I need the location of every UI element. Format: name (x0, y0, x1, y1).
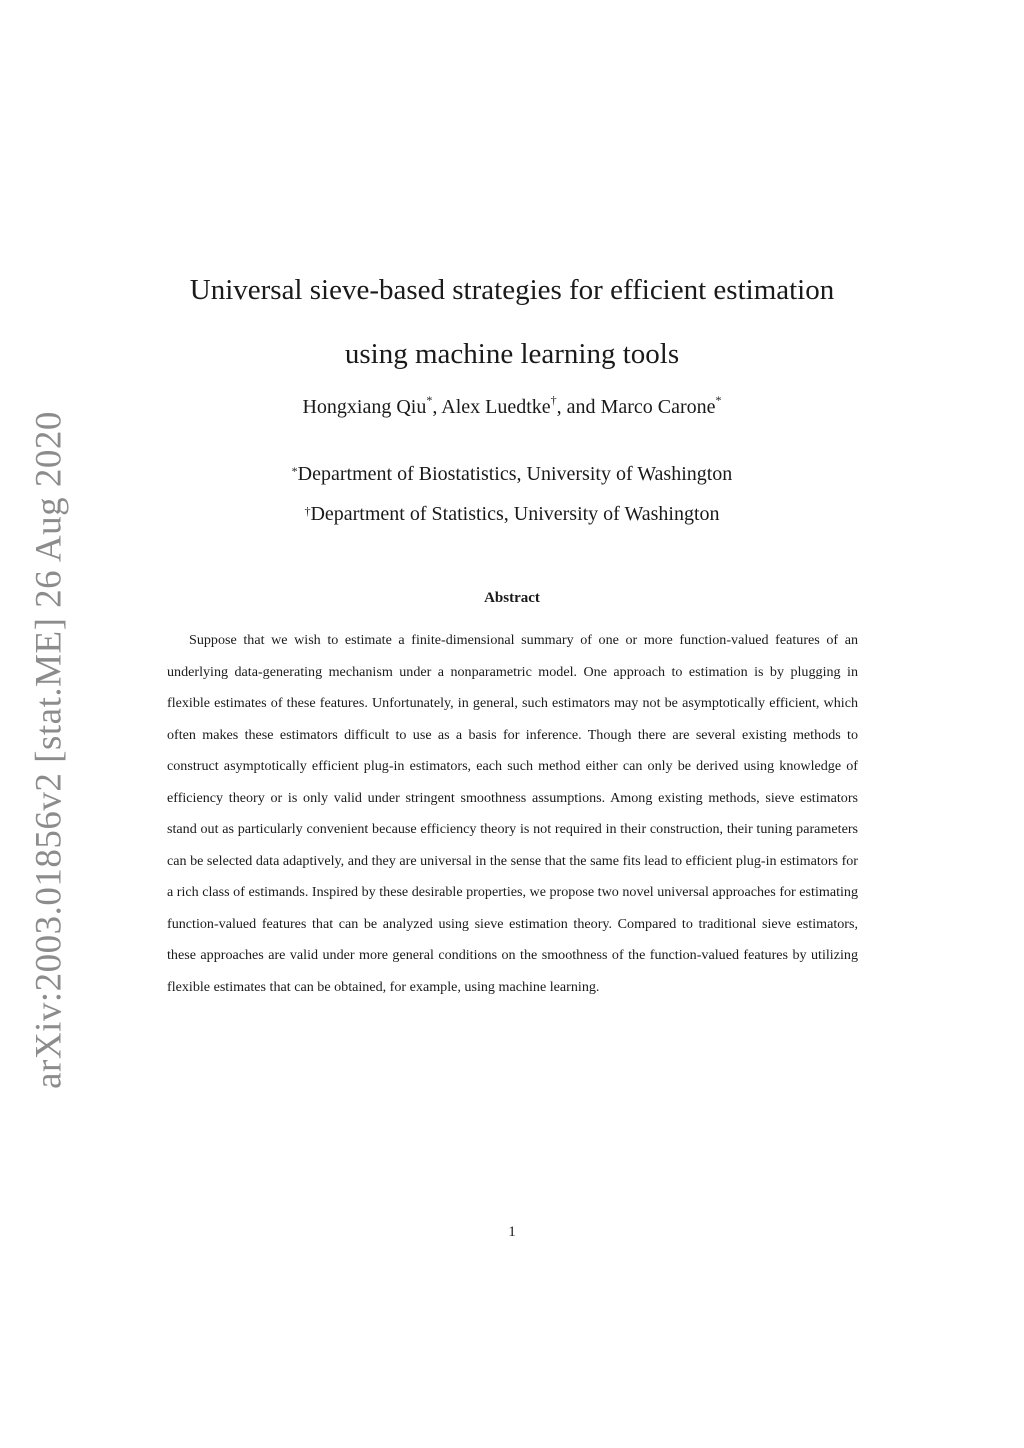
arxiv-identifier-stamp: arXiv:2003.01856v2 [stat.ME] 26 Aug 2020 (28, 411, 70, 1089)
author-name: Hongxiang Qiu (302, 396, 427, 418)
author-list (0, 393, 1024, 419)
abstract-heading: Abstract (484, 590, 540, 606)
affiliation-mark: * (291, 464, 298, 478)
author-separator: , (432, 396, 442, 418)
author-separator: , and (556, 396, 601, 418)
affiliation-text: Department of Statistics, University of Washington (310, 503, 720, 525)
author-name: Alex Luedtke (441, 396, 551, 418)
title-line-2: using machine learning tools (344, 338, 680, 370)
affiliation-text: Department of Biostatistics, University of Washington (297, 463, 733, 485)
author-name: Marco Carone (600, 396, 716, 418)
paper-title (0, 258, 1024, 386)
affiliation-mark: † (550, 393, 557, 407)
title-line-1: Universal sieve-based strategies for efficient estimation (189, 274, 835, 306)
affiliation-mark: * (715, 393, 722, 407)
affiliation-mark: † (304, 504, 311, 518)
affiliation-line (0, 494, 1024, 534)
affiliation-mark: * (426, 393, 433, 407)
abstract-text: Suppose that we wish to estimate a finite-dimensional summary of one or more function-valued features of an underlying data-generating mechanism under a nonparametric model. One approach to estimation is by plugging in flexible estimates of these features. Unfortunately, in general, such estimators may not be asymptotically efficient, which often makes these estimators difficult to use as a basis for inference. Though there are several existing methods to construct asymptotically efficient plug-in estimators, each such method either can only be derived using knowledge of efficiency theory or is only valid under stringent smoothness assumptions. Among existing methods, sieve estimators stand out as particularly convenient because efficiency theory is not required in their construction, their tuning parameters can be selected data adaptively, and they are universal in the sense that the same fits lead to efficient plug-in estimators for a rich class of estimands. Inspired by these desirable properties, we propose two novel universal approaches for estimating function-valued features that can be analyzed using sieve estimation theory. Compared to traditional sieve estimators, these approaches are valid under more general conditions on the smoothness of the function-valued features by utilizing flexible estimates that can be obtained, for example, using machine learning. (167, 632, 858, 995)
affiliation-line (0, 454, 1024, 494)
page-number: 1 (508, 1224, 516, 1240)
affiliation-list (0, 454, 1024, 534)
